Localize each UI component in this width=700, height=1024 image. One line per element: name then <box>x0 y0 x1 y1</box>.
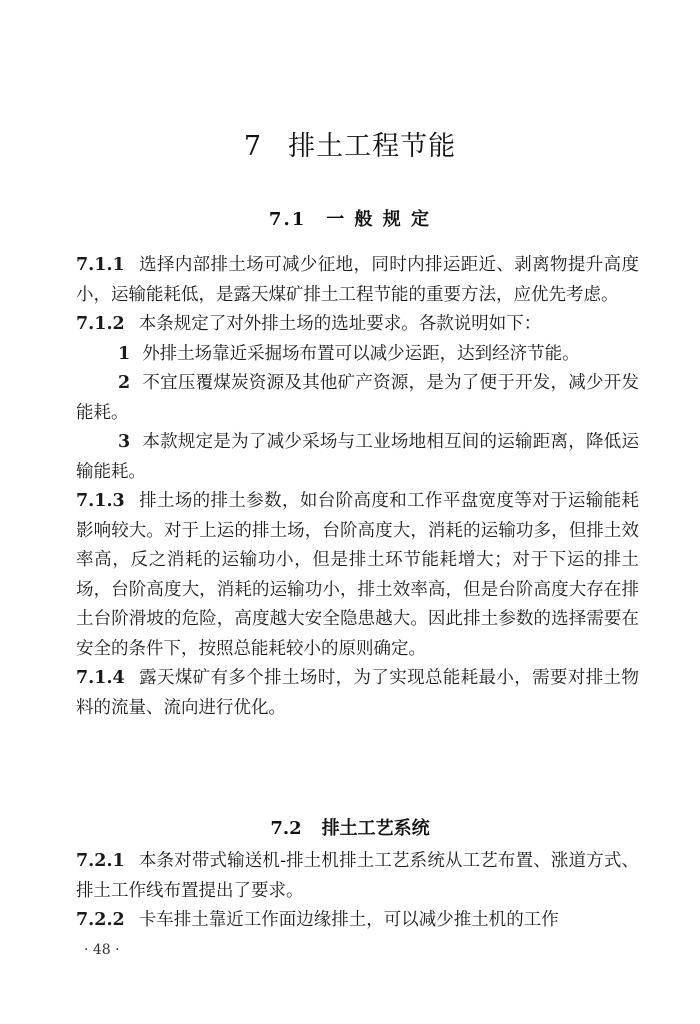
clause-item-1 <box>76 340 639 370</box>
item-number: 2 <box>118 373 131 393</box>
item-text: 本款规定是为了减少采场与工业场地相互间的运输距离，降低运输能耗。 <box>76 432 639 482</box>
section-title-7-2 <box>0 814 700 840</box>
clause-7-2-1 <box>76 847 639 906</box>
clause-text: 排土场的排土参数，如台阶高度和工作平盘宽度等对于运输能耗影响较大。对于上运的排土场，台阶高度大，消耗的运输功多，但排土效率高，反之消耗的运输功小，但是排土环节能耗增大；对于下运的排土场，台阶高度大，消耗的运输功小，排土效率高，但是台阶高度大存在排土台阶滑坡的危险，高度越大安全隐患越大。因此排土参数的选择需要在安全的条件下，按照总能耗较小的原则确定。 <box>76 491 639 659</box>
clause-text: 露天煤矿有多个排土场时，为了实现总能耗最小，需要对排土物料的流量、流向进行优化。 <box>76 668 639 718</box>
clause-7-1-2 <box>76 310 639 340</box>
clause-7-1-4 <box>76 664 639 723</box>
clause-7-2-2 <box>76 906 639 936</box>
item-number: 1 <box>118 343 131 364</box>
page-number: · 48 · <box>84 942 120 958</box>
clause-number: 7.1.1 <box>76 255 125 275</box>
chapter-number: 7 <box>243 131 263 162</box>
clause-number: 7.2.1 <box>76 851 125 871</box>
section-title-7-1 <box>0 205 700 231</box>
section-body-7-1 <box>76 251 639 723</box>
clause-text: 卡车排土靠近工作面边缘排土，可以减少推土机的工作 <box>138 910 559 930</box>
clause-number: 7.1.3 <box>76 491 125 511</box>
item-text: 不宜压覆煤炭资源及其他矿产资源，是为了便于开发，减少开发能耗。 <box>76 373 639 423</box>
clause-number: 7.2.2 <box>76 910 125 930</box>
clause-7-1-3 <box>76 487 639 664</box>
clause-text: 选择内部排土场可减少征地，同时内排运距近、剥离物提升高度小，运输能耗低，是露天煤矿排土工程节能的重要方法，应优先考虑。 <box>76 255 639 305</box>
clause-item-2 <box>76 369 639 428</box>
item-number: 3 <box>118 432 131 452</box>
section-number: 7.2 <box>270 818 302 839</box>
section-title-text: 一 般 规 定 <box>326 209 432 230</box>
clause-item-3 <box>76 428 639 487</box>
section-body-7-2 <box>76 847 639 936</box>
clause-text: 本条对带式输送机-排土机排土工艺系统从工艺布置、涨道方式、排土工作线布置提出了要求。 <box>76 851 639 901</box>
clause-text: 本条规定了对外排土场的选址要求。各款说明如下： <box>138 314 542 334</box>
clause-number: 7.1.2 <box>76 314 125 334</box>
clause-7-1-1 <box>76 251 639 310</box>
section-number: 7.1 <box>268 209 307 230</box>
item-text: 外排土场靠近采掘场布置可以减少运距，达到经济节能。 <box>142 343 580 364</box>
chapter-title <box>0 124 700 163</box>
clause-number: 7.1.4 <box>76 668 125 688</box>
section-title-text: 排土工艺系统 <box>321 818 430 839</box>
chapter-title-text: 排土工程节能 <box>288 131 457 162</box>
